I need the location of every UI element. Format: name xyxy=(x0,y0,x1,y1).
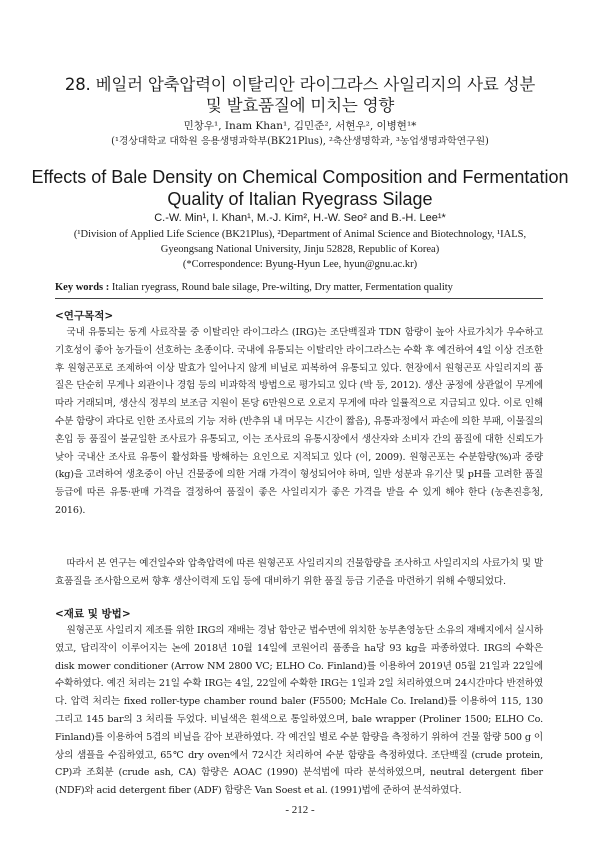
keywords xyxy=(55,280,555,295)
keywords-label: Key words : xyxy=(55,282,110,293)
correspondence: (*Correspondence: Byung-Hyun Lee, hyun@gnu.ac.kr) xyxy=(182,259,418,270)
divider xyxy=(55,298,543,299)
korean-authors: 민창우¹, Inam Khan¹, 김민준², 서현우², 이병현¹* xyxy=(183,120,417,132)
purpose-paragraph-1: 국내 유통되는 동계 사료작물 중 이탈리안 라이그라스 (IRG)는 조단백질과 TDN 함량이 높아 사료가치가 우수하고 기호성이 좋아 농가들이 선호하는 초종이다. 국내에 유통되는 이탈리안 라이그라스는 수확 후 예건하여 4일 이상 건조한 후 원형곤포로 조제하여 이상 발효가 일어나지 않게 비닐로 피복하여 유통되고 있다. 현장에서 원형곤포 사일리지의 품질은 단순히 무게나 외관이나 경험 등의 비과학적 방법으로 평가되고 있다 (박 등, 2012). 생산 공정에 상관없이 무게에 따라 거래되며, 생산식 정부의 보조금 지원이 톤당 6만원으로 오로지 무게에 따라 일률적으로 지급되고 있다. 이로 인해 수분 함량이 과다로 인한 조사료의 기능 저하 (반추위 내 머무는 시간이 짧음), 유통과정에서 파손에 의한 부패, 이물질의 혼입 등 품질이 불균일한 조사료가 유통되고, 이는 조사료의 유통시장에서 생산자와 소비자 간의 품질에 대한 신뢰도가 낮아 국내산 조사료 유통이 활성화를 방해하는 요인으로 지적되고 있다 (이, 2009). 원형곤포는 수분함량(%)과 중량(kg)을 고려하여 생초중이 아닌 건물중에 의한 거래 가격이 형성되어야 하며, 일반 성분과 유기산 및 pH를 고려한 품질 등급에 따른 유통·판매 가격을 결정하여 품질이 좋은 사일리지가 좋은 가격을 받을 수 있게 해야 한다 (농촌진흥청, 2016). xyxy=(55,327,543,516)
purpose-heading: <연구목적> xyxy=(55,310,114,322)
page-number: - 212 - xyxy=(285,804,315,816)
korean-affiliation: (¹경상대학교 대학원 응용생명과학부(BK21Plus), ²축산생명학과, ³농업생명과학연구원) xyxy=(111,136,489,147)
purpose-paragraph-2: 따라서 본 연구는 예건일수와 압축압력에 따른 원형곤포 사일리지의 건물함량을 조사하고 사일리지의 사료가치 및 발효품질을 조사함으로써 향후 생산이력제 도입 등에 대비하기 위한 품질 등급 기준을 마련하기 위해 수행되었다. xyxy=(55,558,543,587)
methods-heading: <재료 및 방법> xyxy=(55,608,131,620)
english-affiliation-line-1: (¹Division of Applied Life Science (BK21Plus), ²Department of Animal Science and Biotechnology, ¹IALS, xyxy=(73,229,527,240)
keywords-text: Italian ryegrass, Round bale silage, Pre-wilting, Dry matter, Fermentation quality xyxy=(111,282,453,293)
english-affiliation-line-2: Gyeongsang National University, Jinju 52828, Republic of Korea) xyxy=(160,244,440,255)
english-authors: C.-W. Min¹, I. Khan¹, M.-J. Kim², H.-W. Seo² and B.-H. Lee¹* xyxy=(154,212,446,224)
methods-paragraph-1: 원형곤포 사일리지 제조를 위한 IRG의 재배는 경남 함안군 법수면에 위치한 농부촌영농단 소유의 재배지에서 실시하였고, 답리작이 이루어지는 논에 2018년 10월 14일에 코원어리 품종을 ha당 93 kg을 파종하였다. IRG의 수확은 disk mower conditioner (Arrow NM 2800 VC; ELHO Co. Finland)를 이용하여 2019년 05월 21일과 22일에 수확하였다. 예건 처리는 21일 수확 IRG는 4일, 22일에 수확한 IRG는 1일과 2일 처리하였으며 24시간마다 반전하였다. 압력 처리는 fixed roller-type chamber round baler (F5500; McHale Co. Ireland)를 이용하여 115, 130 그리고 145 bar의 3 처리를 두었다. 비닐색은 흰색으로 통일하였으며, bale wrapper (Proliner 1500; ELHO Co. Finland)를 이용하여 5겹의 비닐을 감아 보관하였다. 각 예건일 별로 수분 함량을 측정하기 위하여 건물 함량 500 g 이상의 샘플을 수집하였고, 65℃ dry oven에서 72시간 처리하여 수분 함량을 측정하였다. 조단백질 (crude protein, CP)과 조회분 (crude ash, CA) 함량은 AOAC (1990) 분석법에 따라 분석하였으며, neutral detergent fiber (NDF)와 acid detergent fiber (ADF) 함량은 Van Soest et al. (1991)법에 준하여 분석하였다. xyxy=(55,625,543,797)
korean-title-line-1: 28. 베일러 압축압력이 이탈리안 라이그라스 사일리지의 사료 성분 xyxy=(64,75,536,94)
korean-title-line-2: 및 발효품질에 미치는 영향 xyxy=(205,96,395,115)
english-title-line-2: Quality of Italian Ryegrass Silage xyxy=(167,189,433,209)
english-title-line-1: Effects of Bale Density on Chemical Composition and Fermentation xyxy=(31,167,569,187)
